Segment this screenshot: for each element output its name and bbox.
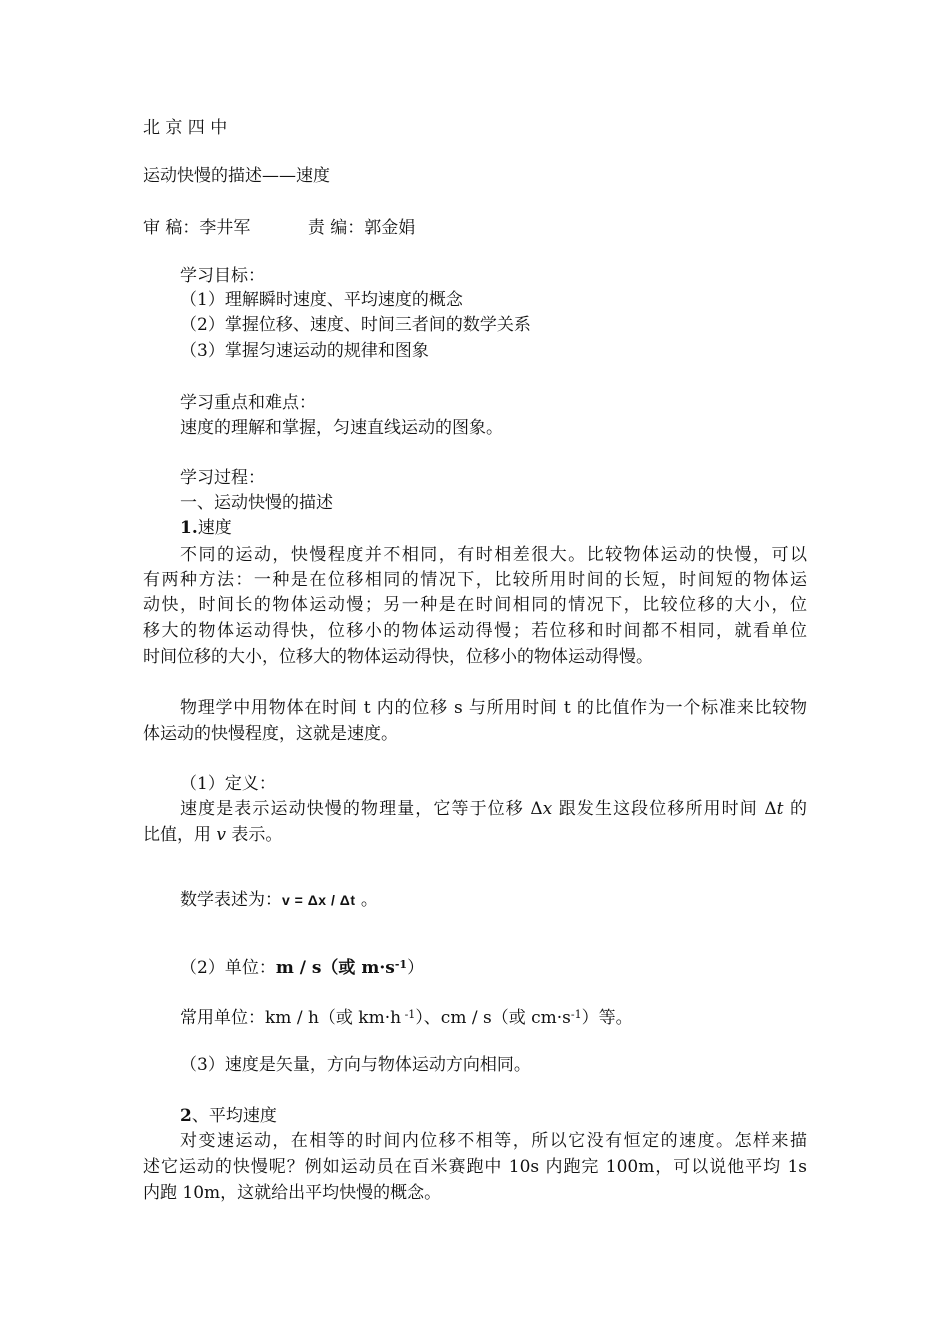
unit-value: m / s（或 m·s <box>275 958 395 978</box>
goal-item: （2）掌握位移、速度、时间三者间的数学关系 <box>180 315 531 335</box>
vector-line: （3）速度是矢量，方向与物体运动方向相同。 <box>180 1055 531 1075</box>
common-units-text: 常用单位：km / h（或 km·h <box>180 1008 402 1028</box>
paragraph-line: 移大的物体运动得快，位移小的物体运动得慢；若位移和时间都不相同，就看单位 <box>143 621 807 641</box>
review-label: 审 稿： <box>143 218 200 238</box>
velocity-symbol: v <box>216 825 227 845</box>
paragraph-line: 有两种方法：一种是在位移相同的情况下，比较所用时间的长短，时间短的物体运 <box>143 570 807 590</box>
velocity-formula: v = Δx / Δt <box>282 892 356 908</box>
paragraph-line: 时间位移的大小，位移大的物体运动得快，位移小的物体运动得慢。 <box>143 647 653 667</box>
common-units-text: ）等。 <box>581 1008 633 1028</box>
math-label: 数学表述为： <box>180 890 282 910</box>
common-units-text: ）、cm / s（或 cm·s <box>415 1008 571 1028</box>
unit-label: （2）单位： <box>180 958 276 978</box>
editor-name: 郭金娟 <box>364 218 416 238</box>
unit-exponent: -1 <box>570 1008 582 1021</box>
goal-item: （1）理解瞬时速度、平均速度的概念 <box>180 290 463 310</box>
section-heading: 一、运动快慢的描述 <box>180 493 333 513</box>
paragraph-line: 对变速运动，在相等的时间内位移不相等，所以它没有恒定的速度。怎样来描 <box>180 1131 807 1151</box>
paragraph-line: 述它运动的快慢呢？例如运动员在百米赛跑中 10s 内跑完 100m，可以说他平均 1s <box>143 1157 807 1177</box>
definition-text: 跟发生这段位移所用时间 Δ <box>552 799 777 819</box>
subsection-heading <box>180 517 232 539</box>
math-expression-line <box>180 889 378 911</box>
keypoints-text: 速度的理解和掌握，匀速直线运动的图象。 <box>180 418 503 438</box>
time-symbol: t <box>776 799 784 819</box>
displacement-symbol: x <box>542 799 553 819</box>
paragraph-line: 不同的运动，快慢程度并不相同，有时相差很大。比较物体运动的快慢，可以 <box>180 545 807 565</box>
definition-line <box>143 824 282 846</box>
paragraph-line: 体运动的快慢程度，这就是速度。 <box>143 724 398 744</box>
common-units-line <box>180 1004 633 1029</box>
subsection-title: 、平均速度 <box>191 1106 277 1126</box>
unit-close: ） <box>407 958 425 978</box>
school-name: 北 京 四 中 <box>143 118 228 138</box>
subsection-number: 2 <box>180 1106 192 1126</box>
subsection-title: 速度 <box>197 518 232 538</box>
unit-exponent: -1 <box>401 1008 416 1021</box>
definition-label: （1）定义： <box>180 774 276 794</box>
subsection-heading <box>180 1105 277 1127</box>
definition-text: 速度是表示运动快慢的物理量，它等于位移 Δ <box>180 799 543 819</box>
editor-label: 责 编： <box>307 218 365 238</box>
unit-line <box>180 954 424 979</box>
process-heading: 学习过程： <box>180 468 265 488</box>
goal-item: （3）掌握匀速运动的规律和图象 <box>180 341 429 361</box>
definition-text: 比值，用 <box>143 825 217 845</box>
paragraph-line: 动快，时间长的物体运动慢；另一种是在时间相同的情况下，比较位移的大小，位 <box>143 595 807 615</box>
goals-heading: 学习目标： <box>180 266 265 286</box>
reviewer-name: 李井军 <box>199 218 251 238</box>
keypoints-heading: 学习重点和难点： <box>180 393 316 413</box>
paragraph-line: 内跑 10m，这就给出平均快慢的概念。 <box>143 1183 442 1203</box>
unit-exponent: -1 <box>394 958 408 971</box>
credits-line <box>143 217 415 239</box>
subsection-number: 1. <box>180 518 198 538</box>
definition-text: 的 <box>783 799 807 819</box>
definition-text: 表示。 <box>226 825 283 845</box>
page-title: 运动快慢的描述——速度 <box>143 166 330 186</box>
math-end: 。 <box>355 890 378 910</box>
paragraph-line: 物理学中用物体在时间 t 内的位移 s 与所用时间 t 的比值作为一个标准来比较物 <box>180 698 807 718</box>
definition-line <box>180 798 807 820</box>
